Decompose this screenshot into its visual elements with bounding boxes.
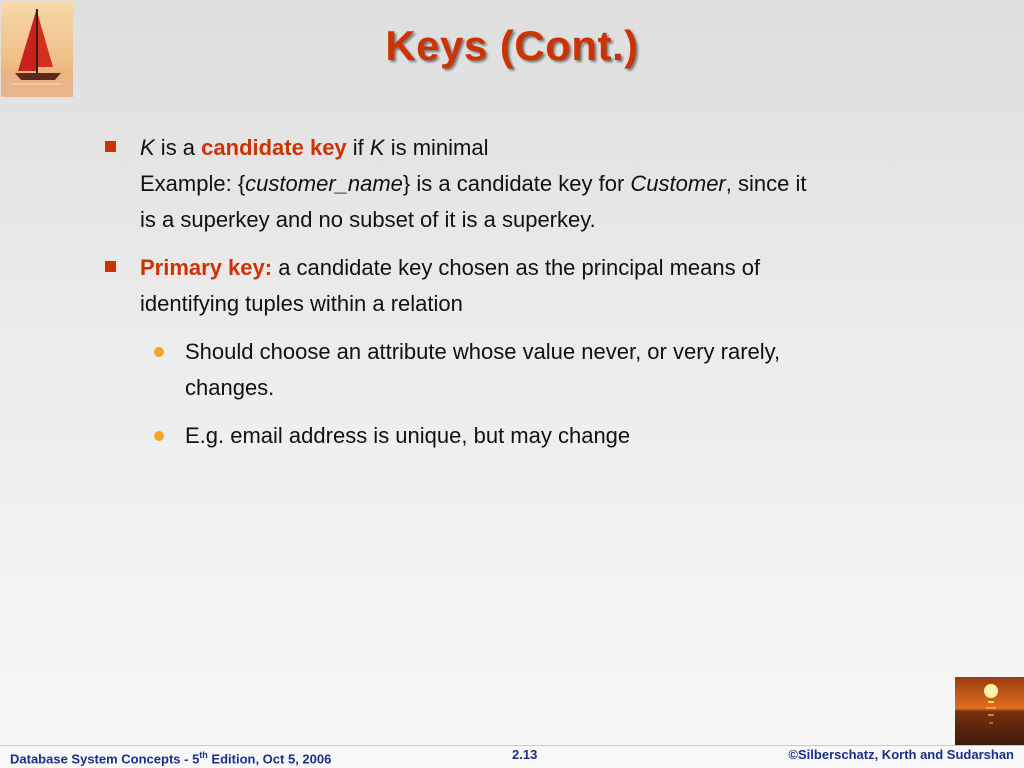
footer-copyright: ©Silberschatz, Korth and Sudarshan (788, 747, 1014, 762)
footer-page-number: 2.13 (512, 747, 538, 762)
circle-bullet-icon (154, 431, 164, 441)
circle-bullet-icon (154, 347, 164, 357)
bullet-primary-key (100, 250, 940, 322)
subbullet-choose-attribute (100, 334, 940, 406)
square-bullet-icon (105, 141, 116, 152)
subbullet-email-example (100, 418, 940, 454)
subbullet-line: changes. (185, 375, 275, 400)
bullet-line: identifying tuples within a relation (140, 291, 463, 316)
slide-title: Keys (Cont.) (385, 22, 639, 69)
footer-course-info: Database System Concepts - 5th Edition, Oct 5, 2006 (10, 750, 332, 767)
subbullet-line: E.g. email address is unique, but may change (185, 423, 631, 448)
square-bullet-icon (105, 261, 116, 272)
bullet-candidate-key (100, 130, 940, 238)
bullet-line: Example: {customer_name} is a candidate key for Customer, since it (140, 171, 807, 196)
bullet-line: K is a candidate key if K is minimal (140, 135, 489, 160)
subbullet-line: Should choose an attribute whose value never, or very rarely, (185, 339, 781, 364)
bullet-line: is a superkey and no subset of it is a superkey. (140, 207, 596, 232)
sunset-logo (955, 677, 1024, 746)
bullet-line: Primary key: a candidate key chosen as the principal means of (140, 255, 761, 280)
slide-body (100, 130, 940, 466)
